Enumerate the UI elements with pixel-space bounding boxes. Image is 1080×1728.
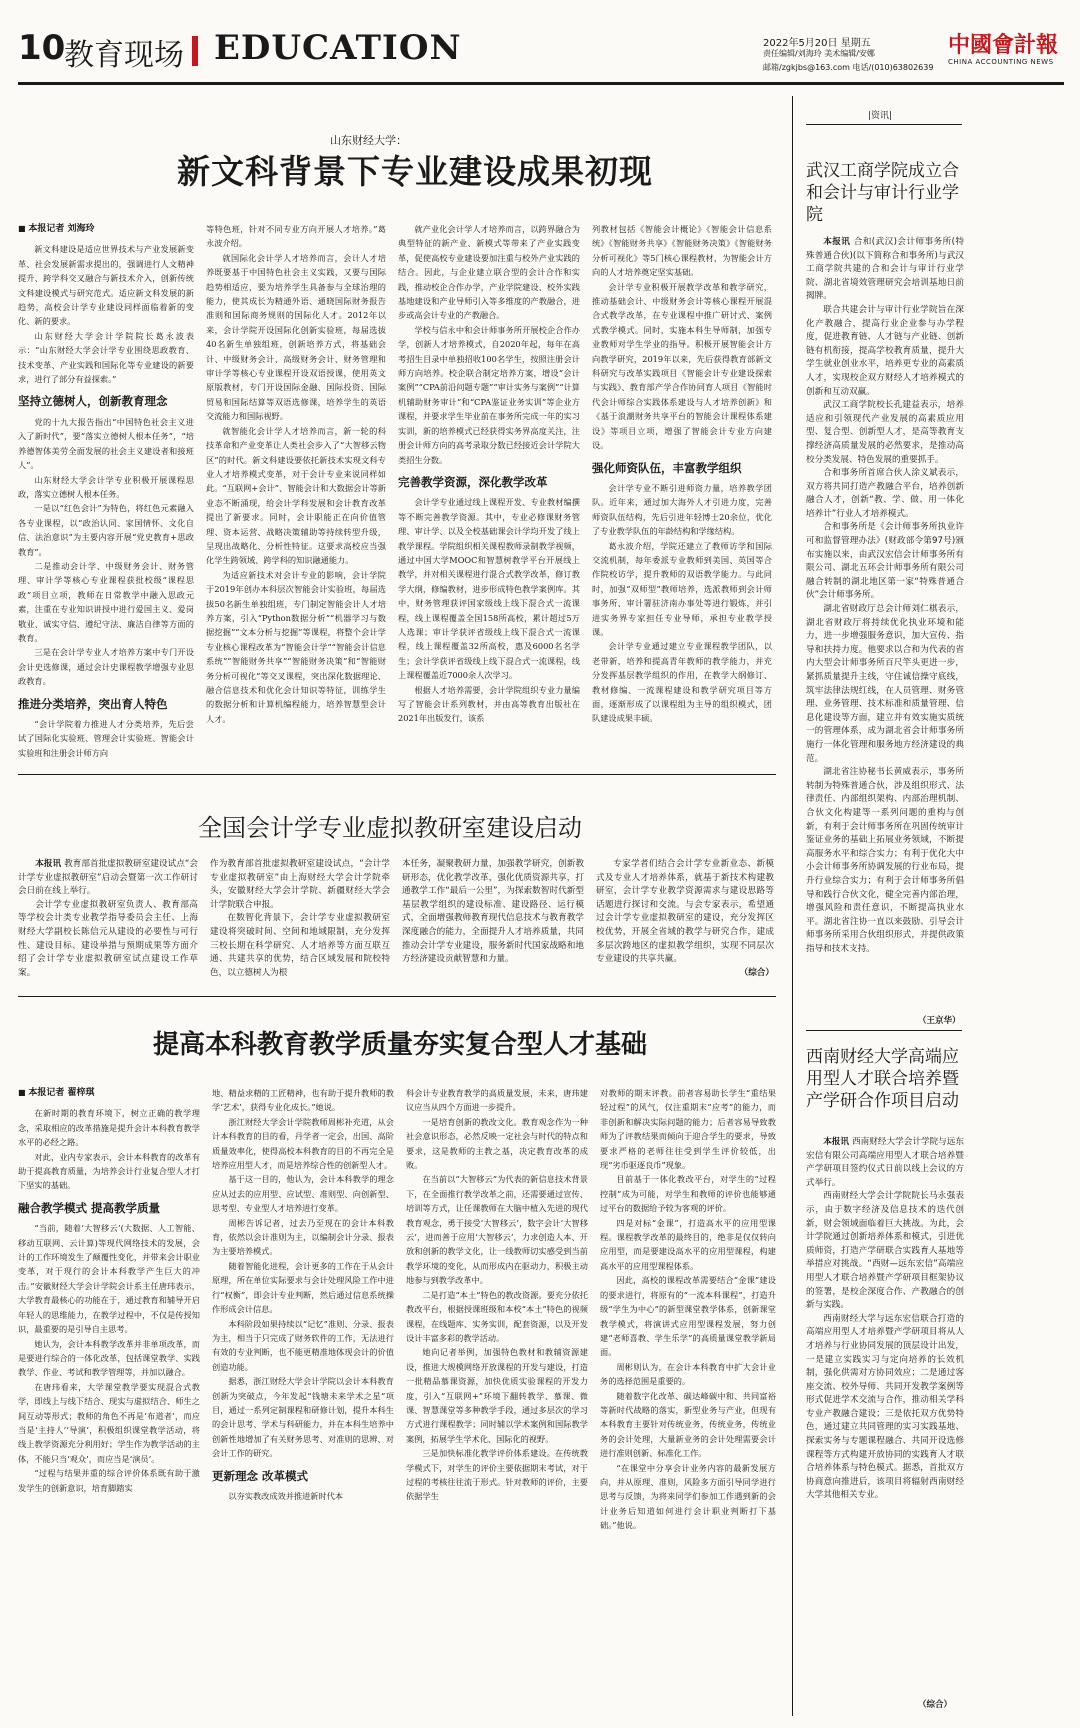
- paragraph-text: 联合共建会计与审计行业学院旨在深化产教融合，提高行业企业参与办学程度，促进教育链、人才链与产业链、创新链有机衔接，提高学校教育质量，提升大学生就业创业水平，培养更专业的高素质人才，实现校企双方财经人才培养模式的创新和互动双赢。: [806, 304, 964, 397]
- paragraph: 新文科建设是适应世界技术与产业发展新变革、社会发展新需求提出的，强调进行人文精神提升、跨学科交叉融合与新技术介入，创新传统文科建设模式与研究范式。适应新文科发展的新趋势，高校会计学专业建设同样面临着新的变化、新的要求。: [18, 244, 194, 327]
- article1-column-2: [206, 222, 386, 767]
- paragraph-text: 合和(武汉)会计师事务所(特殊普通合伙)(以下简称合和事务所)与武汉工商学院共建的合和会计与审计行业学院、湖北省境效管理研究会培训基地日前揭牌。: [806, 237, 964, 302]
- paragraph: 会计学专业通过线上课程开发、专业教材编撰等不断完善教学资源。其中，专业必修课财务管理、审计学、以及全校基础课会计学均开发了线上教学课程。学院组织相关课程教师录制教学视频，通过中国大学MOOC和智慧树教学平台开展线上教学，并对相关课程进行混合式教学改革，修订教学大纲，修编教材，进步形成特色教学案例库。其中，财务管理获评国家级线上线下混合式一流课程，线上课程覆盖全国158所高校，累计超过5万人选课；审计学获评省级线上线下混合式一流课程，线上课程覆盖32所高校，惠及6000名名学生；会计学获评省级线上线下混合式一流课程，线上课程覆盖近7000余人次学习。: [398, 497, 580, 681]
- paragraph: “在课堂中分享会计业务内容的最新发展方向，并从原理、准则，风险多方面引导同学进行思考与反馈，为将来同学们参加工作遇到新的会计业务后知道如何进行会计职业判断打下基础。”他说。: [600, 1462, 776, 1531]
- paragraph: 一是以“红色会计”为特色，将红色元素融入各专业课程，以“政治认同、家国情怀、文化自信、法治意识”为主要内容开展“党史教育+思政教育”。: [18, 503, 194, 557]
- paragraph-text: 西南财经大学会计学院与远东宏信有限公司高端应用型人才联合培养暨产学研项目签约仪式日前以线上会议的方式举行。: [806, 1137, 964, 1188]
- paragraph: [806, 603, 964, 766]
- paragraph: 以夯实教改成效并推进新时代本: [228, 1490, 344, 1501]
- rail-item2-credit: （综合）: [918, 1700, 953, 1710]
- contact-line: 邮箱/zgkjbs@163.com 电话/(010)63802639: [763, 63, 934, 72]
- divider-1: [18, 774, 776, 775]
- paragraph-text: 湖北省财政厅总会计师刘仁棋表示，湖北省财政厅将持续优化执业环境和能力，进一步增强服务意识，加大宣传、指导和扶持力度。他要求以合和为代表的省内大型会计师事务所百尺竿头更进一步，紧抓质量提升主线，守住诚信操守底线，筑牢法律法规红线，在人员管理、财务管理、业务管理、技术标准和质量管理、信息化建设等方面，建立并有效实施实质统一的管理体系，成为湖北省会计师事务所施行一体化管理和服务地方经济建设的典范。: [806, 604, 964, 764]
- rail-item1-body: [806, 236, 964, 1008]
- article3-column-2: [212, 1086, 394, 1718]
- paragraph: 根据人才培养需要，会计学院组织专业力量编写了智能会计系列教材，并由高等教育出版社在2021年出版发行，该系: [398, 684, 580, 724]
- rail-item1-credit: （王京华）: [918, 1016, 961, 1026]
- paragraph-text: 湖北省注协秘书长黄威表示，事务所转制为特殊普通合伙，涉及组织形式、法律责任、内部组织架构、内部治理机制、合伙文化构建等一系列问题的重构与创新，有利于会计师事务所在巩固传统审计鉴证业务的基础上拓展业务领域，不断提高服务水平和综合实力；有利于优化大中小会计师事务所协调发展的行业布局，提升行业综合实力；有利于会计师事务所倡导和践行合伙文化，健全完善内部治理，增强风险和责任意识，不断提高执业水平。湖北省注协一直以来鼓励、引导会计师事务所采用合伙组织形式，并提供政策指导和技术支持。: [806, 767, 964, 954]
- paragraph: 葛永波介绍，学院还建立了教师访学和国际交流机制，每年委派专业教师到美国、英国等合作院校访学，提升教师的双语教学能力。与此同时，加强“双师型”教师培养，选派教师到会计师事务所、审计署驻济南办事处等进行锻炼，并引进实务界专家担任专业导师，承担专业教学授课。: [592, 540, 772, 637]
- article1-byline: ■ 本报记者 刘海玲: [18, 222, 194, 236]
- paragraph: “当前，随着‘大智移云’(大数据、人工智能、移动互联网、云计算)等现代网络技术的发展，会计的工作环境发生了颠覆性变化，并带来会计职业变革，对于现行的会计本科教学产生巨大的冲击。”安徽财经大学会计学院会计系主任唐玮表示，大学教育最核心的功能在于，通过教育和辅导开启年轻人的思维能力，在教学过程中，不仅是传授知识，最重要的是引导自主思考。: [18, 1223, 200, 1335]
- section-title-en: EDUCATION: [214, 28, 462, 68]
- article1-kicker: 山东财经大学：: [330, 134, 407, 147]
- rail-divider: [792, 96, 793, 1716]
- paragraph: 学校与信永中和会计师事务所开展校企合作办学，创新人才培养模式，自2020年起，每年在高考招生目录中单独招收100名学生，按照注册会计师方向培养。校企联合制定培养方案，增设“会计案例”“CPA前沿问题专题”“审计实务与案例”“计算机辅助财务审计”和“CPA鉴证业务实训”等企业方课程，并要求学生毕业前在事务所完成一年的实习实训，新的培养模式已经获得实务界高度关注，注册会计师方向的高考录取分数已经接近会计学院大类招生分数。: [398, 324, 580, 465]
- subheading: 坚持立德树人，创新教育理念: [18, 394, 168, 409]
- paragraph: 在当前以“大智移云”为代表的新信息技术背景下，在全面推行教学改革之前，还需要通过宣传、培训等方式，让任课教师在大脑中植入先进的现代教育观念，勇于接受‘大智移云’，数字会计‘大智移云’，进而善于应用‘大智移云’，力求创造人本、开放和创新的教学文化，让一线教师切实感受到当前教学环境的变化，从而形成内在驱动力，积极主动地参与到教学改革中。: [406, 1174, 588, 1286]
- paragraph-text: 西南财经大学与远东宏信联合打造的高端应用型人才培养暨产学研项目将从人才培养与行业协同发展的顶层设计出发，一是建立实践实习与定向培养的长效机制，强化供需对方协同效应；二是通过客座交流、校外导师、共同开发教学案例等形式促进学术交流与合作，推动相关学科专业产教融合建设；三是依托双方优势特色，通过建立共同管理的实习实践基地、探索实务与专题课程融合、共同开设选修课程等方式构建开放协同的实践育人才联合培养体系与特色模式。据悉，首批双方协商意向推进后，该项目将辐射西南财经大学其他相关专业。: [806, 1313, 964, 1501]
- dateline-tag: 本报讯: [823, 1137, 853, 1147]
- subheading: 完善教学资源，深化教学改革: [398, 474, 548, 489]
- article1-column-3: [398, 222, 580, 767]
- paragraph: 随着数字化改革、碳达峰碳中和、共同富裕等新时代战略的落实，新型业务与产业，但现有本科教育主要针对传统业务，传统业务，传统业务的会计处理，大量新业务的会计处理需要会计进行准则创新、标准化工作。: [600, 1390, 776, 1459]
- paragraph: 科会计专业教育教学的高质量发展，未来，唐玮建议应当从四个方面进一步提升。: [406, 1088, 588, 1113]
- paragraph: 在数智化背景下，会计学专业虚拟教研室建设将突破时间、空间和地域限制，充分发挥三校长期在科学研究、人才培养等方面互联互通、共建共享的优势，结合区域发展和院校特色，以立德树人为根: [210, 913, 390, 978]
- rail-item-divider: [806, 1030, 962, 1031]
- paragraph: 地、精益求精的工匠精神，也有助于提升教师的教学‘艺术’，获得专业化成长。”她说。: [212, 1088, 394, 1113]
- paragraph: 本任务，凝聚教研力量，加强教学研究，创新教研形态，优化教学改革，强化优质资源共享，打通教学工作“最后一公里”，为探索数智时代新型基层教学组织的建设标准、建设路径、运行模式，全面增强教师教育现代信息技术与教育教学深度融合的能力，全面提升人才培养质量，共同推动会计学专业建设，服务新时代国家战略和地方经济建设贡献智慧和力量。: [402, 859, 584, 965]
- paragraph: 浙江财经大学会计学院教师周彬补充道，从会计本科教育的目的看，丹学者一定会，出国、高阶质量效率化，使得高校本科教育的目的不再完全是培养应用型人才，而是培养综合性的创新型人才。: [212, 1116, 394, 1171]
- paragraph-text: 西南财经大学会计学院院长马永强表示，由于数字经济及信息技术的迭代创新，财会领域面临着巨大挑战。为此，会计学院通过创新培养体系和模式，引进优质师资，打造产学研联合实践育人基地等举措应对挑战。“西财—远东宏信”高端应用型人才联合培养暨产学研项目框架协议的签署，是校企深度合作、产教融合的创新与实践。: [806, 1191, 964, 1311]
- rail-item2-body: [806, 1136, 964, 1688]
- article2-title: 全国会计学专业虚拟教研室建设启动: [198, 814, 582, 842]
- rail-item1-title: 武汉工商学院成立合和会计与审计行业学院: [806, 161, 959, 225]
- paragraph: 因此，高校的课程改革需要结合“金课”建设的要求进行，将原有的“一流本科课程”，打造升级“学生为中心”的新型课堂教学体系，创新课堂教学模式，将演讲式应用型课程发展，努力创建“老师喜教、学生乐学”的高质量课堂教学新局面。: [600, 1275, 776, 1358]
- article3-byline: ■ 本报记者 翟梓琪: [18, 1086, 200, 1100]
- paragraph: 山东财经大学会计学院院长葛永波表示：“山东财经大学会计学专业围绕思政教育、技术变革、产业实践和国际化等专业建设的新要求，进行了部分有益探索。”: [18, 330, 194, 385]
- paragraph: [806, 1313, 964, 1503]
- paragraph: 三是在会计学专业人才培养方案中专门开设会计史选修课，通过会计史课程教学增强专业思政教育。: [18, 647, 194, 687]
- paragraph: 本科阶段如果持续以“记忆”准则、分录、报表为主，相当于只完成了财务软件的工作，无法进行有效的专业判断，也不能更精准地体现会计的价值创造功能。: [212, 1318, 394, 1372]
- paragraph: 会计学专业不断引进师资力量，培养教学团队。近年来，通过加大海外人才引进力度，完善师资队伍结构，先后引进年轻博士20余位，优化了专业教学队伍的年龄结构和学缘结构。: [592, 482, 772, 537]
- dateline-tag: 本报讯: [823, 237, 854, 247]
- paragraph: 四是对标“金课”，打造高水平的应用型课程。课程教学改革的最终目的，绝非是仅仅转向应用型，而是要建设高水平的应用型课程，构建高水平的应用型课程体系。: [600, 1217, 776, 1271]
- article3-column-1: [18, 1086, 200, 1718]
- article2-column-4: [596, 858, 774, 988]
- subheading: 推进分类培养，突出育人特色: [18, 696, 168, 711]
- paragraph: 在唐玮看来，大学课堂教学要实现混合式教学，即线上与线下结合、现实与虚拟结合、师生之间互动等形式；教师的角色不再是‘布道者’，而应当是‘主持人’‘导演’，积极组织课堂教学活动，将线上教学资源充分利用好；学生作为教学活动的主体，不能只当‘观众’，而应当是‘演员’。: [18, 1381, 200, 1464]
- paragraph: 二是推动会计学、中级财务会计、财务管理、审计学等核心专业课程获批校级“课程思政”项目立项，教师在日常教学中融入思政元素，注重在专业知识讲授中进行爱国主义、爱岗敬业、诚实守信、遵纪守法、廉洁自律等方面的教育。: [18, 560, 194, 643]
- rail-rule: [806, 124, 962, 125]
- paragraph: 会计学专业通过建立专业课程教学团队，以老带新，培养和提高青年教师的教学能力，并充分发挥基层教学组织的作用，在教学大纲修订、教材修编、一流课程建设和教学研究项目等方面，逐渐形成了以课程组为主导的组织模式，团队建设成果丰硕。: [592, 641, 772, 724]
- article1-col1-body: [18, 242, 194, 760]
- divider-2: [18, 996, 776, 997]
- paragraph: 作为教育部首批虚拟教研室建设试点，“会计学专业虚拟教研室”由上海财经大学会计学院牵头，安徽财经大学会计学院、新疆财经大学会计学院联合申报。: [210, 859, 390, 910]
- paragraph: 随着智能化进程，会计更多的工作在于从会计原理，所在单位实际要求与会计处理风险工作中进行“权衡”，即会计专业判断，然后通过信息系统操作形成会计信息。: [212, 1260, 394, 1315]
- paragraph: 三是加快标准化教学评价体系建设。在传统教学模式下，对学生的评价主要依据期末考试，对于过程的考核往往流于形式。针对教师的评价，主要依据学生: [406, 1448, 588, 1502]
- article3-col1-body: [18, 1106, 200, 1495]
- article3-column-3: [406, 1086, 588, 1718]
- subheading: 更新理念 改革模式: [212, 1468, 309, 1483]
- paragraph: [806, 1136, 964, 1190]
- paragraph: [806, 521, 964, 603]
- dateline-tag: 本报讯: [35, 859, 65, 869]
- page-number: 10: [18, 28, 66, 68]
- paragraph: 山东财经大学会计学专业积极开展课程思政，落实立德树人根本任务。: [18, 474, 194, 499]
- paragraph: 专家学者们结合会计学专业新业态、新模式及专业人才培养体系，就基于新技术构建教研室，会计学专业教学资源需求与建设思路等话题进行探讨和交流。与会专家表示，希望通过会计学专业虚拟教研室的建设，充分发挥区校优势，开展全省域的教学与研究合作，建成多层次跨地区的虚拟教学组织，实现不同层次专业建设的共享共赢。: [596, 859, 774, 965]
- paragraph-text: 合和事务所是《会计师事务所执业许可和监督管理办法》(财政部令第97号)颁布实施以来，由武汉宏信会计师事务所有限公司、湖北五环会计师事务所有限公司融合转制的湖北地区第一家“特殊普通合伙”会计师事务所。: [806, 522, 964, 601]
- paragraph: 列教材包括《智能会计概论》《智能会计信息系统》《智能财务共享》《智能财务决策》《智能财务分析可视化》等5门核心课程教材，为智能会计方向的人才培养奠定坚实基础。: [592, 224, 772, 278]
- paragraph: 对此，业内专家表示，会计本科教育的改革有助于提高教育质量，为培养会计行业复合型人才打下坚实的基础。: [18, 1151, 200, 1191]
- subheading: 强化师资队伍，丰富教学组织: [592, 460, 742, 475]
- article3-title: 提高本科教育教学质量夯实复合型人才基础: [152, 1030, 647, 1060]
- issue-date: 2022年5月20日 星期五: [763, 38, 871, 49]
- paragraph: 她认为，会计本科教学改革并非单项改革，而是要进行综合的一体化改革，包括课堂教学、实践教学、作业、考试和教学管理等，并加以融合。: [18, 1338, 200, 1378]
- lead-paragraph: [18, 858, 198, 899]
- masthead-rule: [18, 82, 1064, 85]
- paragraph: 二是打造“本土”特色的教改资源。要充分依托教改平台，根据授课班级和本校“本土”特色的视频课程，在线题库、实务实训，配套资源，以及开发设计丰富多彩的教学活动。: [406, 1289, 588, 1343]
- paragraph: [806, 236, 964, 304]
- paragraph: 为适应新技术对会计专业的影响，会计学院于2019年创办本科层次智能会计实验班，每届选拔50名新生单独组班，专门制定智能会计人才培养方案，引入“Python数据分析”“机器学习与数据挖掘”“文本分析与挖掘”等课程，将整个会计学专业核心课程改革为“智能会计学”“智能会计信息系统”“智能财务共享”“智能财务决策”和“智能财务分析可视化”等交叉课程，突出深化数据理论、融合信息技术和优化会计知识等特征，训练学生的数据分析和计算机编程能力，培养智慧型会计人才。: [206, 569, 386, 724]
- paragraph: 对教师的期末评教。前者容易助长学生“重结果轻过程”的风气，仅注重期末“应考”的能力，而非创新和解决实际问题的能力；后者容易导致教师为了评教结果而倾向于迎合学生的要求，导致要求严格的老师往往受到学生评价较低，出现“劣币驱逐良币”现象。: [600, 1088, 776, 1171]
- paragraph: 周彬告诉记者，过去乃至现在的会计本科教育，依然以会计准则为主，以编制会计分录、报表为主要培养模式。: [212, 1217, 394, 1257]
- paragraph-text: 教育部首批虚拟教研室建设试点“会计学专业虚拟教研室”启动会暨第一次工作研讨会日前在线上举行。: [18, 859, 198, 897]
- paragraph: 周彬则认为，在会计本科教育中扩大会计业务的选择范围是重要的。: [600, 1361, 776, 1387]
- article1-column-1: [18, 222, 194, 767]
- article1-title: 新文科背景下专业建设成果初现: [177, 152, 653, 191]
- paragraph: 在新时期的教育环境下，树立正确的教学理念，采取相应的改革措施是提升会计本科教育教学水平的必经之路。: [18, 1108, 200, 1148]
- section-title-cn: 教育现场: [64, 38, 184, 73]
- rail-item2-title: 西南财经大学高端应用型人才联合培养暨产学研合作项目启动: [806, 1047, 959, 1111]
- paragraph: [806, 304, 964, 399]
- paragraph: [806, 1190, 964, 1312]
- paragraph: 她向记者举例，加强特色教材和教辅资源建设，推进大规模网络开放课程的开发与建设，打造一批精品慕课资源，加快优质实验课程的开发力度，引入“互联网+”环境下翻转教学、慕课、微课、智慧课堂等多种教学手段，通过多层次的学习方式进行课程教学；同时辅以学术案例和国际教学案例，拓展学生学术化、国际化的视野。: [406, 1347, 588, 1444]
- paragraph: 等特色班，针对不同专业方向开展人才培养。”葛永波介绍。: [206, 224, 386, 249]
- article2-column-2: [210, 858, 390, 988]
- paragraph: 一是培育创新的教改文化。教育观念作为一种社会意识形态，必然反映一定社会与时代的特点和要求，这是教师的主教之基，决定教育改革的成败。: [406, 1116, 588, 1171]
- editors-line: 责任编辑/刘海玲 美术编辑/安娜: [763, 49, 875, 58]
- article1-column-4: [592, 222, 772, 767]
- newspaper-logo: 中國會計報: [948, 33, 1059, 58]
- paragraph: 就智能化会计学人才培养而言，新一轮的科技革命和产业变革让人类社会步入了“大智移云物区”的时代。新文科建设要依托新技术实现文科专业人才培养模式变革，对于会计专业来说同样如此。“互联网+会计”、智能会计和大数据会计等新业态不断涌现，给会计学科发展和会计教育改革提出了新要求。同时，会计职能正在向价值管理、资本运营、战略决策辅助等持续转型升级，呈现出战略化、分析性特征。这要求高校应当强化学生跨领域、跨学科的知识融通能力。: [206, 425, 386, 566]
- paragraph: 就产业化会计学人才培养而言，以跨界融合为典型特征的新产业、新模式等带来了产业实践变革，促使高校专业建设要加注重与校外产业实践的结合。因此，与企业建立联合型的会计合作和实践，推动校企合作办学，产业学院建设、校外实践基地建设和产业导师引入等多维度的产教融合，进步或高会计专业的产教融合。: [398, 224, 580, 321]
- paragraph: 基于这一目的，他认为，会计本科教学的理念应从过去的应用型、应试型、准则型、向创新型、思考型、专业型人才培养进行变革。: [212, 1174, 394, 1214]
- article2-column-1: [18, 858, 198, 988]
- paragraph: “过程与结果并重的综合评价体系既有助于激发学生的创新意识，培育脚踏实: [18, 1468, 200, 1493]
- paragraph: 目前基于一体化教改平台，对学生的“过程控制”成为可能，对学生和教师的评价也能够通过平台的数据给予较为客观的评价。: [600, 1174, 776, 1214]
- paragraph-text: 武汉工商学院校长孔建益表示，培养适应和引领现代产业发展的高素质应用型、复合型、创新型人才，是高等教育支撑经济高质量发展的必然要求，是推动高校分类发展、特色发展的重要抓手。: [806, 400, 964, 465]
- paragraph: “会计学院着力推进人才分类培养，先后尝试了国际化实验班、管理会计实验班、智能会计实验班和注册会计师方向: [18, 719, 194, 758]
- article3-column-4: [600, 1086, 776, 1718]
- article2-column-3: [402, 858, 584, 988]
- paragraph: [806, 467, 964, 521]
- paragraph: [806, 766, 964, 956]
- paragraph-text: 合和事务所首席合伙人涂义斌表示，双方将共同打造产教融合平台，培养创新融合人才，创新“教、学、做、用一体化培养计”行业人才培养模式。: [806, 468, 964, 519]
- masthead: [18, 28, 1064, 78]
- paragraph: 会计学专业积极开展教学改革和教学研究，推动基础会计、中级财务会计等核心课程开展混合式教学改革，在专业课程中推广研讨式、案例式教学模式。同时，实施本科生导师制，加强专业教师对学生学业的指导。积极开展智能会计方向教学研究，2019年以来，先后获得教育部新文科研究与改革实践项目《智能会计专业建设探索与实践》、教育部产学合作协同育人项目《智能时代会计师综合实践体系建设与人才培养创新》和《基于浪潮财务共享平台的智能会计课程体系建设》等项目立项，增强了智能会计专业方向建设。: [592, 281, 772, 451]
- subheading: 融合教学模式 提高教学质量: [18, 1200, 161, 1215]
- paragraph: 党的十九大报告指出“中国特色社会主义进入了新时代”，要“落实立德树人根本任务”，“培养德智体美劳全面发展的社会主义建设者和接班人”。: [18, 416, 194, 471]
- rail-section-tag: |资讯|: [868, 111, 893, 121]
- paragraph: 就国际化会计学人才培养而言，会计人才培养既要基于中国特色社会主义实践，又要与国际趋势相适应，要为培养学生具备参与全球治理的能力，使其成长为精通外语、通晓国际财务报告准则和国际商务规则的国际化人才。2012年以来，会计学院开设国际化创新实验班，每届选拔40名新生单独组班，创新培养方式，将基础会计、中级财务会计、高级财务会计、财务管理和审计学等核心专业课程开设双语授课，使用英文原版教材，专门开设国际金融、国际投资、国际贸易和国际结算等双语选修课，培养学生的英语交流能力和国际视野。: [206, 252, 386, 422]
- newspaper-logo-en: CHINA ACCOUNTING NEWS: [948, 58, 1054, 66]
- section-divider-bar: [192, 36, 198, 66]
- paragraph: 据悉，浙江财经大学会计学院以会计本科教育创新为突破点，今年发起“钱塘未来学术之星”项目，通过一系列定制课程和研修计划，提升本科生的会计思考、学术与科研能力，并在本科生培养中创新性地增加了有关财务思考、对准则的思辨、对会计工作的研究。: [212, 1376, 394, 1459]
- paragraph: 会计学专业虚拟教研室负责人、教育部高等学校会计类专业教学指导委员会主任、上海财经大学副校长陈信元从建设的必要性与可行性、建设目标、建设举措与预期成果等方面介绍了会计学专业虚拟教研室试点建设工作草案。: [18, 899, 198, 978]
- paragraph: [806, 399, 964, 467]
- article-credit: （综合）: [739, 967, 774, 978]
